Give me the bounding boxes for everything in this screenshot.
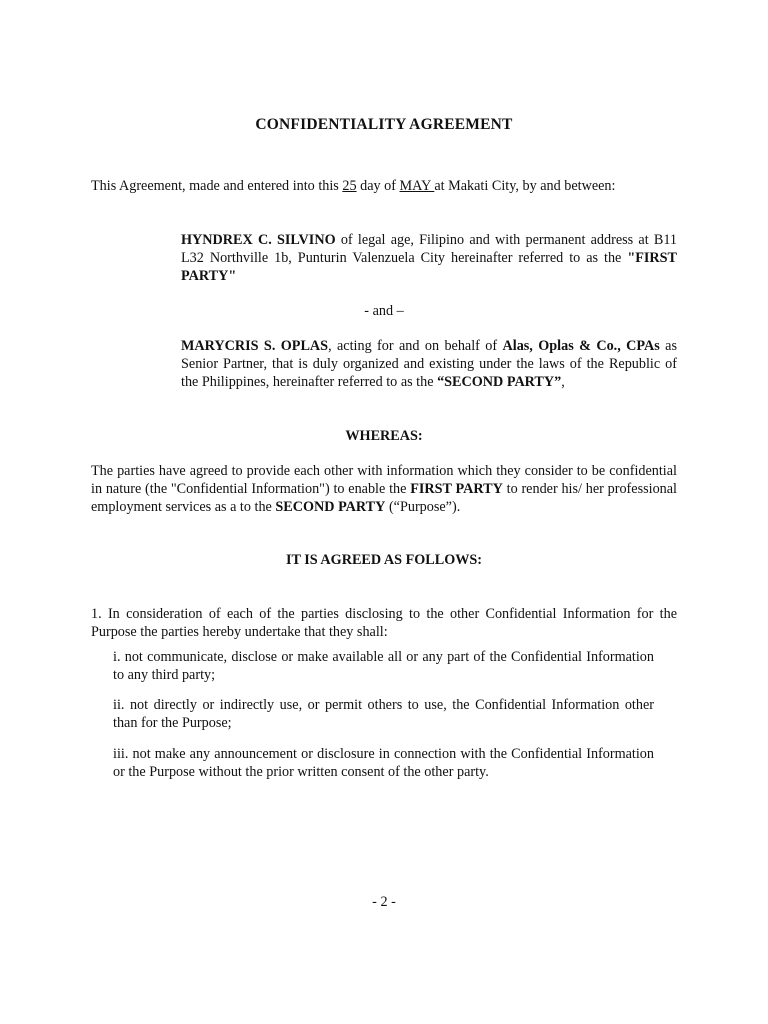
whereas-heading: WHEREAS:	[345, 428, 423, 444]
intro-month: MAY	[399, 178, 435, 194]
page-number: - 2 -	[372, 894, 396, 910]
whereas-first-party: FIRST PARTY	[410, 481, 503, 497]
subclause-i: i. not communicate, disclose or make available all or any part of the Confidential Information to any third party;	[113, 649, 654, 683]
document-title: CONFIDENTIALITY AGREEMENT	[255, 116, 513, 133]
first-party-name: HYNDREX C. SILVINO	[181, 232, 336, 248]
clause-1: 1. In consideration of each of the parties disclosing to the other Confidential Information for the Purpose the parties hereby undertake that they shall:	[91, 606, 677, 640]
intro-prefix: This Agreement, made and entered into this	[91, 178, 343, 194]
intro-paragraph	[91, 177, 691, 195]
first-party-paragraph	[181, 231, 677, 285]
second-party-text2: as Senior Partner, that is duly organized and existing under the laws of the Republic of the Philippines, hereinafter referred to as the	[181, 338, 677, 390]
whereas-paragraph	[91, 462, 677, 516]
whereas-text2: to render his/ her professional employment services as a to the	[91, 481, 677, 515]
intro-day: 25	[342, 178, 357, 194]
second-party-paragraph	[181, 337, 677, 391]
intro-suffix: at Makati City, by and between:	[434, 178, 616, 194]
second-party-name: MARYCRIS S. OPLAS	[181, 338, 329, 354]
second-party-label: “SECOND PARTY”	[437, 374, 562, 390]
second-party-end: ,	[561, 374, 565, 390]
whereas-text3: (“Purpose”).	[385, 499, 461, 515]
party-separator: - and –	[364, 303, 404, 319]
subclause-iii: iii. not make any announcement or disclosure in connection with the Confidential Information or the Purpose without the prior written consent of the other party.	[113, 746, 654, 780]
second-party-text1: , acting for and on behalf of	[328, 338, 503, 354]
second-party-firm: Alas, Oplas & Co., CPAs	[502, 338, 660, 354]
intro-middle: day of	[356, 178, 400, 194]
first-party-label: "FIRST PARTY"	[181, 250, 677, 284]
first-party-text: of legal age, Filipino and with permanent address at B11 L32 Northville 1b, Punturin Valenzuela City hereinafter referred to as the	[181, 232, 677, 266]
agreed-heading: IT IS AGREED AS FOLLOWS:	[285, 552, 483, 568]
whereas-second-party: SECOND PARTY	[275, 499, 386, 515]
subclause-ii: ii. not directly or indirectly use, or permit others to use, the Confidential Information other than for the Purpose;	[113, 697, 654, 731]
whereas-text1: The parties have agreed to provide each other with information which they consider to be confidential in nature (the "Confidential Information") to enable the	[91, 463, 677, 497]
